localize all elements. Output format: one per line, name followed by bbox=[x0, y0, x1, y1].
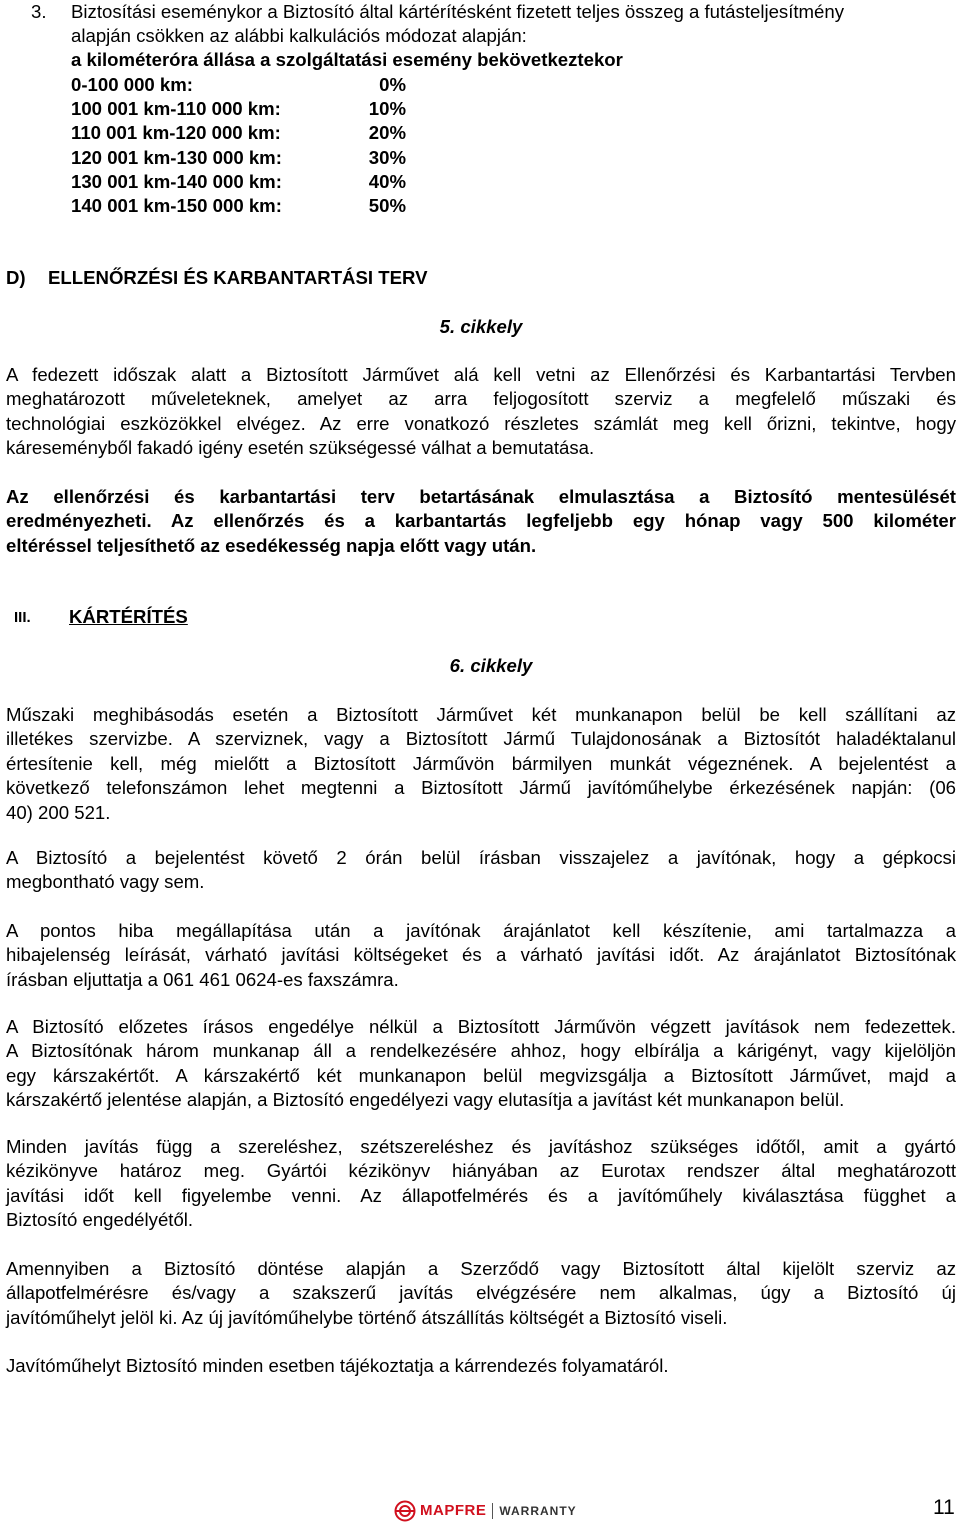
paragraph-line: kézikönyve határoz meg. Gyártói kézikönyv hiányában az Eurotax rendszer által meghatározott bbox=[6, 1160, 956, 1182]
mileage-range: 130 001 km-140 000 km: bbox=[71, 171, 282, 192]
reduction-percent: 0% bbox=[379, 74, 406, 95]
article-5-heading: 5. cikkely bbox=[439, 316, 523, 337]
reduction-percent: 10% bbox=[368, 98, 406, 119]
paragraph-line: 40) 200 521. bbox=[6, 801, 111, 823]
paragraph-line: A Biztosító a bejelentést követő 2 órán belül írásban visszajelez a javítónak, hogy a gépkocsi bbox=[6, 847, 956, 868]
mapfre-brand-text: MAPFRE bbox=[420, 1501, 487, 1519]
paragraph-line: eredményezheti. Az ellenőrzés és a karbantartás legfeljebb egy hónap vagy 500 kilométer bbox=[6, 510, 956, 532]
paragraph-line: káreseményből fakadó igény esetén szükségessé válhat a bemutatása. bbox=[6, 437, 595, 459]
mileage-range: 0-100 000 km: bbox=[71, 74, 193, 95]
section-iii-label: III. bbox=[14, 609, 31, 626]
logo-divider bbox=[492, 1503, 493, 1519]
claims-paragraph-4 bbox=[6, 1015, 956, 1113]
paragraph-line: írásban eljuttatja a 061 461 0624-es faxszámra. bbox=[6, 968, 399, 990]
section-d-title: ELLENŐRZÉSI ÉS KARBANTARTÁSI TERV bbox=[48, 267, 428, 288]
maintenance-paragraph bbox=[6, 363, 956, 461]
paragraph-line: technológiai eszközökkel elvégez. Az erre vonatkozó részletes számlát meg kell őrizni, tekintve, hogy bbox=[6, 412, 956, 434]
maintenance-warning-paragraph bbox=[6, 485, 956, 558]
item-number: 3. bbox=[31, 1, 47, 22]
mileage-range: 100 001 km-110 000 km: bbox=[71, 98, 281, 119]
paragraph-line: megbontható vagy sem. bbox=[6, 871, 205, 893]
paragraph-line: Amennyiben a Biztosító döntése alapján a Szerződő vagy Biztosított által kijelölt szerviz az bbox=[6, 1258, 956, 1279]
mileage-range: 110 001 km-120 000 km: bbox=[71, 122, 281, 143]
reduction-percent: 40% bbox=[368, 171, 406, 192]
paragraph-line: Minden javítás függ a szereléshez, szétszereléshez és javításhoz szükséges időtől, amit a gyártó bbox=[6, 1136, 956, 1157]
paragraph-line: meghatározott műveleteknek, amelyet az arra feljogosított szerviz a megfelelő műszaki és bbox=[6, 388, 956, 410]
claims-paragraph-1 bbox=[6, 703, 956, 825]
paragraph-line: A fedezett időszak alatt a Biztosított Járművet alá kell vetni az Ellenőrzési és Karbantartási Tervben bbox=[6, 364, 956, 385]
claims-paragraph-6 bbox=[6, 1257, 956, 1330]
reduction-percent: 20% bbox=[368, 122, 406, 143]
paragraph-line: Műszaki meghibásodás esetén a Biztosított Járművet két munkanapon belül be kell szállítani az bbox=[6, 704, 956, 725]
claims-paragraph-3 bbox=[6, 919, 956, 992]
paragraph-line: eltéréssel teljesíthető az esedékesség napja előtt vagy után. bbox=[6, 534, 537, 556]
reduction-percent: 50% bbox=[368, 195, 406, 216]
paragraph-line: A pontos hiba megállapítása után a javítónak árajánlatot kell készítenie, ami tartalmazza a bbox=[6, 920, 956, 941]
paragraph-line: állapotfelmérésre és/vagy a szakszerű javítás elvégzésére nem alkalmas, úgy a Biztosító új bbox=[6, 1282, 956, 1304]
paragraph-line: A Biztosító előzetes írásos engedélye nélkül a Biztosított Járművön végzett javítások nem fedezettek. bbox=[6, 1016, 956, 1037]
mileage-range: 140 001 km-150 000 km: bbox=[71, 195, 282, 216]
section-d-label: D) bbox=[6, 267, 26, 288]
paragraph-line: Biztosító engedélyétől. bbox=[6, 1209, 194, 1231]
paragraph-line: javítóműhelyt jelöl ki. Az új javítóműhelybe történő átszállítás költségét a Biztosító viseli. bbox=[6, 1306, 728, 1328]
claims-paragraph-5 bbox=[6, 1135, 956, 1233]
paragraph-line: értesítenie kell, még mielőtt a Biztosított Járművön bármilyen munkát végeznének. A bejelentést a bbox=[6, 752, 956, 774]
item3-line-1: Biztosítási eseménykor a Biztosító által kártérítésként fizetett teljes összeg a futásteljesítmény bbox=[71, 1, 845, 22]
paragraph-line: javítási időt kell figyelembe venni. Az állapotfelmérés és a javítóműhely kiválasztása függhet a bbox=[6, 1184, 956, 1206]
reduction-percent: 30% bbox=[368, 147, 406, 168]
section-iii-title: KÁRTÉRÍTÉS bbox=[69, 606, 188, 627]
paragraph-line: illetékes szervizbe. A szerviznek, vagy a Biztosított Jármű Tulajdonosának a Biztosítót haladéktalanul bbox=[6, 728, 956, 750]
paragraph-line: A Biztosítónak három munkanap áll a rendelkezésére ahhoz, hogy elbírálja a kárigényt, vagy kijelöljön bbox=[6, 1040, 956, 1062]
paragraph-line: hibajelenség leírását, várható javítási költségeket és a várható javítási időt. Az árajánlatot Biztosítónak bbox=[6, 944, 956, 966]
odometer-heading: a kilométeróra állása a szolgáltatási esemény bekövetkeztekor bbox=[71, 49, 623, 70]
claims-paragraph-7: Javítóműhelyt Biztosító minden esetben tájékoztatja a kárrendezés folyamatáról. bbox=[6, 1355, 669, 1376]
item3-line-2: alapján csökken az alábbi kalkulációs módozat alapján: bbox=[71, 25, 527, 46]
mapfre-emblem-icon bbox=[394, 1500, 416, 1522]
paragraph-line: kárszakértő jelentése alapján, a Biztosító engedélyezi vagy elutasítja a javítást két munkanapon belül. bbox=[6, 1089, 845, 1111]
claims-paragraph-2 bbox=[6, 846, 956, 895]
paragraph-line: egy kárszakértőt. A kárszakértő két munkanapon belül megvizsgálja a Biztosított Járművet, majd a bbox=[6, 1064, 956, 1086]
paragraph-line: következő telefonszámon lehet megtenni a Biztosított Jármű javítóműhelybe érkezésének napján: (06 bbox=[6, 777, 956, 799]
mileage-range: 120 001 km-130 000 km: bbox=[71, 147, 282, 168]
paragraph-line: Az ellenőrzési és karbantartási terv betartásának elmulasztása a Biztosító mentesülését bbox=[6, 486, 956, 507]
article-6-heading: 6. cikkely bbox=[449, 655, 533, 676]
page-number: 11 bbox=[933, 1496, 955, 1519]
warranty-text: WARRANTY bbox=[499, 1503, 577, 1518]
